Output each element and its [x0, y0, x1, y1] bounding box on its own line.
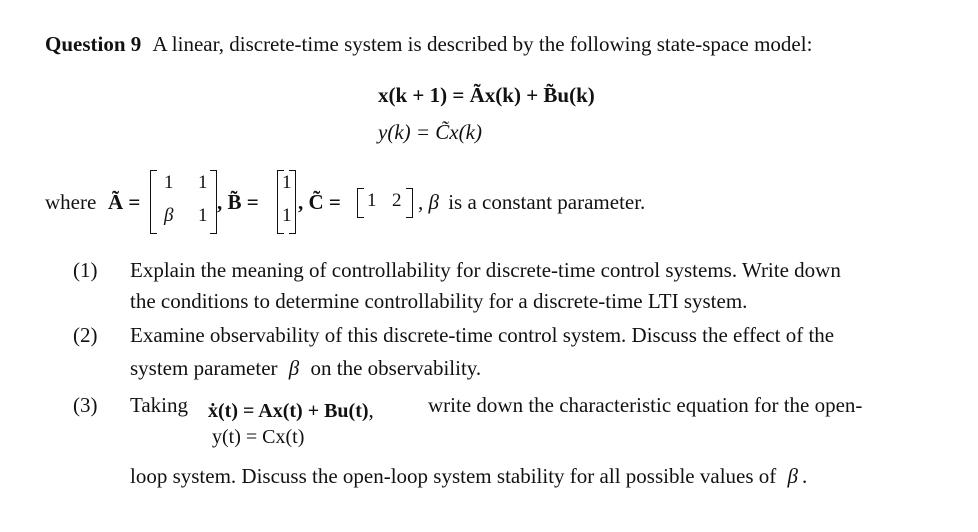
part-3-line-1: write down the characteristic equation for the open-: [428, 393, 863, 417]
part-2-line-1: Examine observability of this discrete-time control system. Discuss the effect of the: [130, 323, 835, 347]
part-3-number: (3): [73, 393, 98, 417]
part-2-line-2-end: on the observability.: [310, 356, 482, 380]
part-2-line-2-text: system parameter: [130, 356, 278, 380]
beta-symbol: β: [288, 356, 300, 380]
state-equation-rhs: Ãx(k) + B̃u(k): [469, 83, 595, 107]
part-3-period: .: [801, 464, 808, 488]
question-intro: A linear, discrete-time system is described by the following state-space model:: [152, 32, 813, 56]
beta-symbol: β: [787, 464, 798, 488]
state-equation: [378, 83, 595, 108]
continuous-state-equation-text: ẋ(t) = Ax(t) + Bu(t): [208, 400, 369, 422]
question-heading: [45, 32, 812, 57]
matrix-a-cell: 1: [164, 172, 174, 193]
matrix-a-cell: 1: [198, 205, 208, 226]
part-2-line-2: [130, 356, 481, 381]
state-equation-lhs: x(k + 1) =: [378, 83, 470, 107]
matrix-b-label: , B̃ =: [217, 190, 259, 214]
part-1-line-1: Explain the meaning of controllability for discrete-time control systems. Write down: [130, 258, 841, 282]
matrix-b-cell: 1: [282, 205, 292, 226]
where-suffix: , β is a constant parameter.: [418, 190, 646, 214]
matrix-b-cell: 1: [282, 172, 292, 193]
part-2-number: (2): [73, 323, 98, 347]
part-3-line-3-text: loop system. Discuss the open-loop system stability for all possible values of: [130, 464, 777, 488]
where-prefix: where: [45, 190, 97, 214]
where-suffix-text: is a constant parameter.: [448, 190, 646, 214]
matrix-a-left-bracket: [150, 170, 157, 234]
matrix-a-label: Ã =: [108, 190, 141, 214]
continuous-state-equation: [208, 398, 374, 423]
output-equation: [378, 120, 482, 145]
matrix-a-cell: 1: [198, 172, 208, 193]
matrix-c-cell: 1: [367, 190, 377, 211]
matrix-c-cell: 2: [392, 190, 402, 211]
matrix-c-left-bracket: [357, 188, 364, 218]
matrix-a-cell: β: [164, 205, 174, 226]
part-1-line-2: the conditions to determine controllability for a discrete-time LTI system.: [130, 289, 748, 313]
continuous-equation-comma: ,: [368, 398, 374, 422]
continuous-output-equation: y(t) = Cx(t): [212, 426, 305, 448]
beta-symbol: β: [428, 190, 439, 214]
part-1-number: (1): [73, 258, 98, 282]
output-equation-text: y(k) = C̃x(k): [378, 120, 482, 144]
part-3-taking: Taking: [130, 393, 189, 417]
matrix-c-label: , C̃ =: [298, 190, 341, 214]
matrix-c-right-bracket: [406, 188, 413, 218]
question-label: Question 9: [45, 32, 142, 56]
matrix-a-right-bracket: [210, 170, 217, 234]
part-3-line-3: [130, 464, 807, 489]
